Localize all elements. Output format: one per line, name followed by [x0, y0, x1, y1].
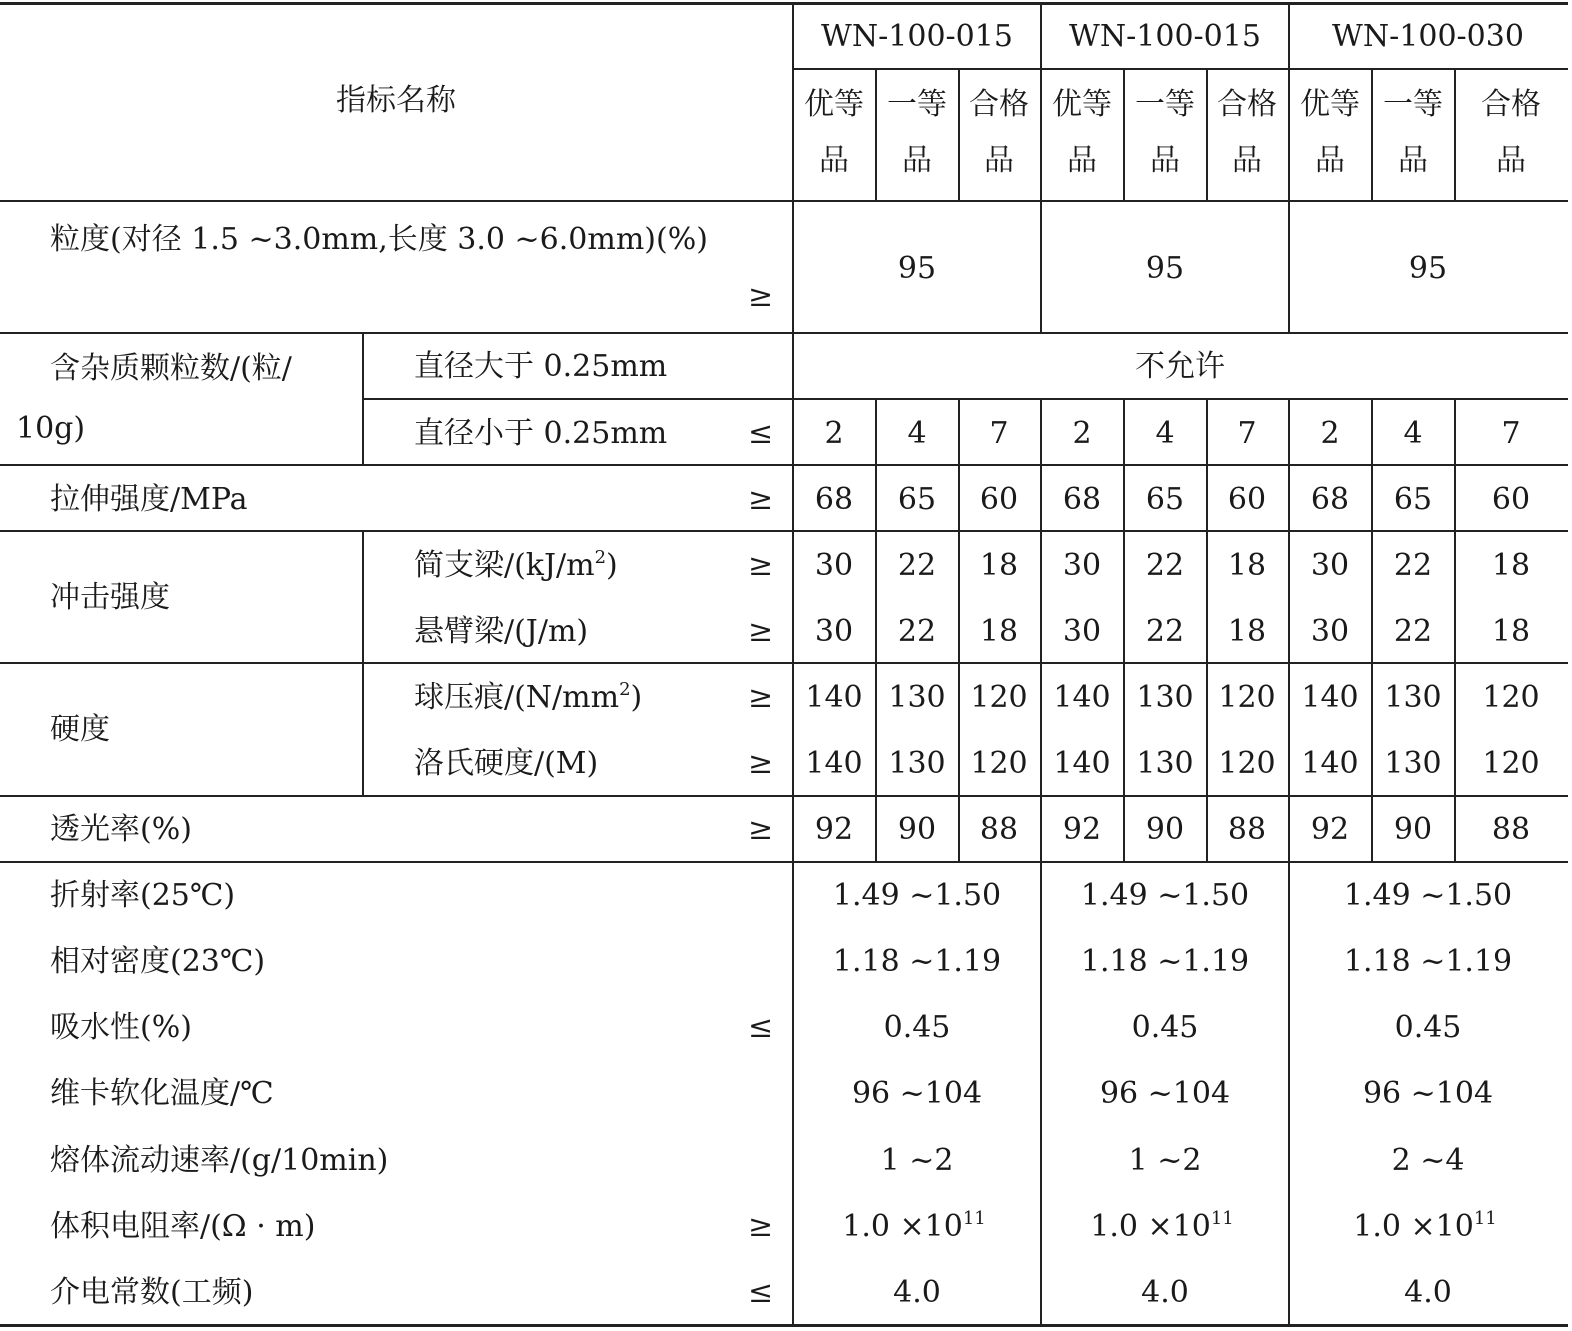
- table-cell: 1 ~2: [1128, 1143, 1202, 1178]
- table-cell: 65: [1393, 482, 1433, 517]
- superscript: 11: [1473, 1208, 1497, 1229]
- table-cell: 68: [814, 482, 854, 517]
- group-header: WN-100-015: [1069, 19, 1261, 54]
- table-cell: 130: [1384, 746, 1442, 781]
- rule: [1123, 68, 1125, 200]
- rule: [0, 795, 1568, 797]
- table-cell: 90: [897, 812, 937, 847]
- row-sublabel: 直径小于 0.25mm: [414, 416, 668, 451]
- rule: [0, 200, 1568, 202]
- operator-symbol: ≥: [748, 680, 774, 715]
- table-cell: 22: [1393, 614, 1433, 649]
- rule: [362, 530, 364, 795]
- rule: [793, 68, 1568, 70]
- operator-symbol: ≥: [748, 548, 774, 583]
- grade-header: 品: [984, 143, 1014, 178]
- table-cell: 90: [1145, 812, 1185, 847]
- table-cell: 不允许: [1135, 349, 1225, 384]
- table-cell: 60: [979, 482, 1019, 517]
- grade-header: 品: [1496, 143, 1526, 178]
- grade-header: 合格: [1481, 87, 1541, 122]
- table-cell: 68: [1310, 482, 1350, 517]
- operator-symbol: ≥: [748, 746, 774, 781]
- row-sublabel-tail: ): [606, 548, 618, 583]
- table-cell: 1.49 ~1.50: [1080, 878, 1250, 913]
- rule: [362, 332, 364, 464]
- operator-symbol: ≥: [748, 1209, 774, 1244]
- table-cell: 90: [1393, 812, 1433, 847]
- table-cell: 7: [989, 416, 1009, 451]
- rule: [1371, 398, 1373, 861]
- row-label-vicat: 维卡软化温度/℃: [50, 1076, 274, 1111]
- table-cell: 140: [1301, 680, 1359, 715]
- value-base: 1.0 ×10: [1090, 1209, 1211, 1244]
- table-cell: 1.18 ~1.19: [1080, 944, 1250, 979]
- table-cell: 140: [1053, 746, 1111, 781]
- table-cell: 88: [1227, 812, 1267, 847]
- table-cell: 60: [1227, 482, 1267, 517]
- table-cell: 65: [1145, 482, 1185, 517]
- rule: [363, 398, 1568, 400]
- value-base: 1.0 ×10: [1353, 1209, 1474, 1244]
- table-cell: 140: [805, 680, 863, 715]
- row-sublabel-text: 简支梁/(kJ/m: [414, 548, 595, 583]
- table-cell: 96 ~104: [851, 1076, 983, 1111]
- table-cell: 65: [897, 482, 937, 517]
- table-cell: 30: [814, 614, 854, 649]
- rule: [875, 68, 877, 200]
- row-label-transmittance: 透光率(%): [50, 812, 192, 847]
- row-sublabel: 悬臂梁/(J/m): [414, 614, 589, 649]
- table-cell: 120: [970, 680, 1028, 715]
- grade-header: 品: [1398, 143, 1428, 178]
- table-cell: 22: [1145, 614, 1185, 649]
- grade-header: 品: [1232, 143, 1262, 178]
- table-cell: 1.18 ~1.19: [832, 944, 1002, 979]
- table-cell: 2 ~4: [1391, 1143, 1465, 1178]
- table-cell: 96 ~104: [1099, 1076, 1231, 1111]
- table-cell: 7: [1501, 416, 1521, 451]
- table-cell: 95: [1145, 251, 1185, 286]
- grade-header: 品: [819, 143, 849, 178]
- superscript: 2: [619, 679, 631, 700]
- rule: [1206, 398, 1208, 861]
- row-label-density: 相对密度(23℃): [50, 944, 266, 979]
- rule: [0, 861, 1568, 863]
- table-cell: 2: [1320, 416, 1340, 451]
- row-label-melt-flow: 熔体流动速率/(g/10min): [50, 1143, 389, 1178]
- grade-header: 品: [902, 143, 932, 178]
- table-cell: 4.0: [893, 1275, 941, 1310]
- row-sublabel-tail: ): [630, 680, 643, 715]
- table-cell: 130: [888, 746, 946, 781]
- table-cell: 92: [1310, 812, 1350, 847]
- table-cell: 30: [814, 548, 854, 583]
- row-label-water-absorption: 吸水性(%): [50, 1010, 192, 1045]
- table-cell: 96 ~104: [1362, 1076, 1494, 1111]
- grade-header: 合格: [1217, 87, 1277, 122]
- table-cell: 95: [897, 251, 937, 286]
- table-cell: 60: [1491, 482, 1531, 517]
- operator-symbol: ≤: [748, 1275, 774, 1310]
- rule: [0, 662, 1568, 664]
- table-cell: 2: [1072, 416, 1092, 451]
- row-label-resistivity: 体积电阻率/(Ω · m): [50, 1209, 316, 1244]
- rule: [792, 2, 794, 1324]
- operator-symbol: ≥: [748, 812, 774, 847]
- value-base: 1.0 ×10: [842, 1209, 963, 1244]
- table-cell: [1353, 1208, 1497, 1244]
- table-cell: 92: [1062, 812, 1102, 847]
- table-cell: 22: [1145, 548, 1185, 583]
- table-cell: 18: [1491, 614, 1531, 649]
- table-cell: 4.0: [1141, 1275, 1189, 1310]
- grade-header: 优等: [1052, 87, 1112, 122]
- row-sublabel-text: 球压痕/(N/mm: [414, 680, 620, 715]
- rule: [1454, 398, 1456, 861]
- grade-header: 优等: [1300, 87, 1360, 122]
- table-cell: 4: [1155, 416, 1175, 451]
- row-label-impact: 冲击强度: [50, 580, 170, 615]
- table-cell: 18: [1227, 614, 1267, 649]
- rule: [0, 332, 1568, 334]
- table-cell: 92: [814, 812, 854, 847]
- table-cell: 130: [1384, 680, 1442, 715]
- table-cell: 0.45: [883, 1010, 951, 1045]
- table-cell: 130: [1136, 680, 1194, 715]
- row-label-tensile: 拉伸强度/MPa: [50, 482, 248, 517]
- grade-header: 品: [1067, 143, 1097, 178]
- grade-header: 一等: [887, 87, 947, 122]
- rule: [0, 530, 1568, 532]
- superscript: 11: [962, 1208, 986, 1229]
- rule: [958, 398, 960, 861]
- rule: [1371, 68, 1373, 200]
- table-cell: 120: [1482, 746, 1540, 781]
- table-cell: 120: [1218, 746, 1276, 781]
- operator-symbol: ≥: [748, 614, 774, 649]
- rule: [1206, 68, 1208, 200]
- table-cell: 88: [1491, 812, 1531, 847]
- grade-header: 品: [1315, 143, 1345, 178]
- table-cell: 140: [1053, 680, 1111, 715]
- table-cell: 120: [970, 746, 1028, 781]
- table-cell: [842, 1208, 986, 1244]
- rule: [1288, 398, 1290, 1324]
- rule: [1040, 398, 1042, 861]
- table-cell: 140: [1301, 746, 1359, 781]
- row-sublabel: [414, 547, 618, 583]
- table-bottom-rule: [0, 1324, 1568, 1327]
- table-cell: [1090, 1208, 1234, 1244]
- rule: [1040, 200, 1042, 332]
- rule: [875, 398, 877, 861]
- grade-header: 一等: [1383, 87, 1443, 122]
- table-cell: 22: [897, 614, 937, 649]
- rule: [1123, 398, 1125, 861]
- table-cell: 130: [1136, 746, 1194, 781]
- rule: [1454, 68, 1456, 200]
- table-cell: 120: [1218, 680, 1276, 715]
- row-label-refractive: 折射率(25℃): [50, 878, 236, 913]
- table-cell: 95: [1408, 251, 1448, 286]
- table-cell: 130: [888, 680, 946, 715]
- superscript: 2: [594, 547, 607, 568]
- table-cell: 140: [805, 746, 863, 781]
- table-cell: 1 ~2: [880, 1143, 954, 1178]
- table-cell: 88: [979, 812, 1019, 847]
- rule: [1040, 861, 1042, 1324]
- indicator-name-header: 指标名称: [336, 83, 456, 118]
- table-cell: 4: [1403, 416, 1423, 451]
- table-cell: 30: [1310, 548, 1350, 583]
- table-cell: 4.0: [1404, 1275, 1452, 1310]
- rule: [1040, 2, 1042, 200]
- table-cell: 0.45: [1394, 1010, 1462, 1045]
- table-cell: 22: [897, 548, 937, 583]
- row-label-dielectric: 介电常数(工频): [50, 1275, 254, 1310]
- row-sublabel: 洛氏硬度/(M): [414, 746, 599, 781]
- row-label-impurity: 10g): [16, 411, 86, 446]
- table-cell: 1.49 ~1.50: [832, 878, 1002, 913]
- table-top-rule: [0, 2, 1568, 5]
- table-cell: 30: [1310, 614, 1350, 649]
- table-cell: 30: [1062, 548, 1102, 583]
- row-label-granularity: 粒度(对径 1.5 ~3.0mm,长度 3.0 ~6.0mm)(%): [50, 222, 708, 257]
- table-cell: 0.45: [1131, 1010, 1199, 1045]
- operator-symbol: ≤: [748, 416, 774, 451]
- group-header: WN-100-015: [821, 19, 1013, 54]
- table-cell: 22: [1393, 548, 1433, 583]
- grade-header: 优等: [804, 87, 864, 122]
- operator-symbol: ≥: [748, 482, 774, 517]
- table-cell: 18: [1227, 548, 1267, 583]
- table-cell: 30: [1062, 614, 1102, 649]
- grade-header: 一等: [1135, 87, 1195, 122]
- row-sublabel: 直径大于 0.25mm: [414, 349, 668, 384]
- table-cell: 1.18 ~1.19: [1343, 944, 1513, 979]
- operator-symbol: ≥: [748, 279, 774, 314]
- row-sublabel: [414, 679, 643, 715]
- table-cell: 68: [1062, 482, 1102, 517]
- rule: [958, 68, 960, 200]
- table-cell: 4: [907, 416, 927, 451]
- table-cell: 7: [1237, 416, 1257, 451]
- table-cell: 18: [1491, 548, 1531, 583]
- row-label-hardness: 硬度: [50, 712, 110, 747]
- table-cell: 18: [979, 614, 1019, 649]
- group-header: WN-100-030: [1332, 19, 1524, 54]
- grade-header: 品: [1150, 143, 1180, 178]
- grade-header: 合格: [969, 87, 1029, 122]
- table-cell: 2: [824, 416, 844, 451]
- rule: [0, 464, 1568, 466]
- operator-symbol: ≤: [748, 1010, 774, 1045]
- table-cell: 18: [979, 548, 1019, 583]
- superscript: 11: [1210, 1208, 1234, 1229]
- row-label-impurity: 含杂质颗粒数/(粒/: [50, 351, 292, 386]
- table-cell: 120: [1482, 680, 1540, 715]
- table-cell: 1.49 ~1.50: [1343, 878, 1513, 913]
- rule: [1288, 2, 1290, 332]
